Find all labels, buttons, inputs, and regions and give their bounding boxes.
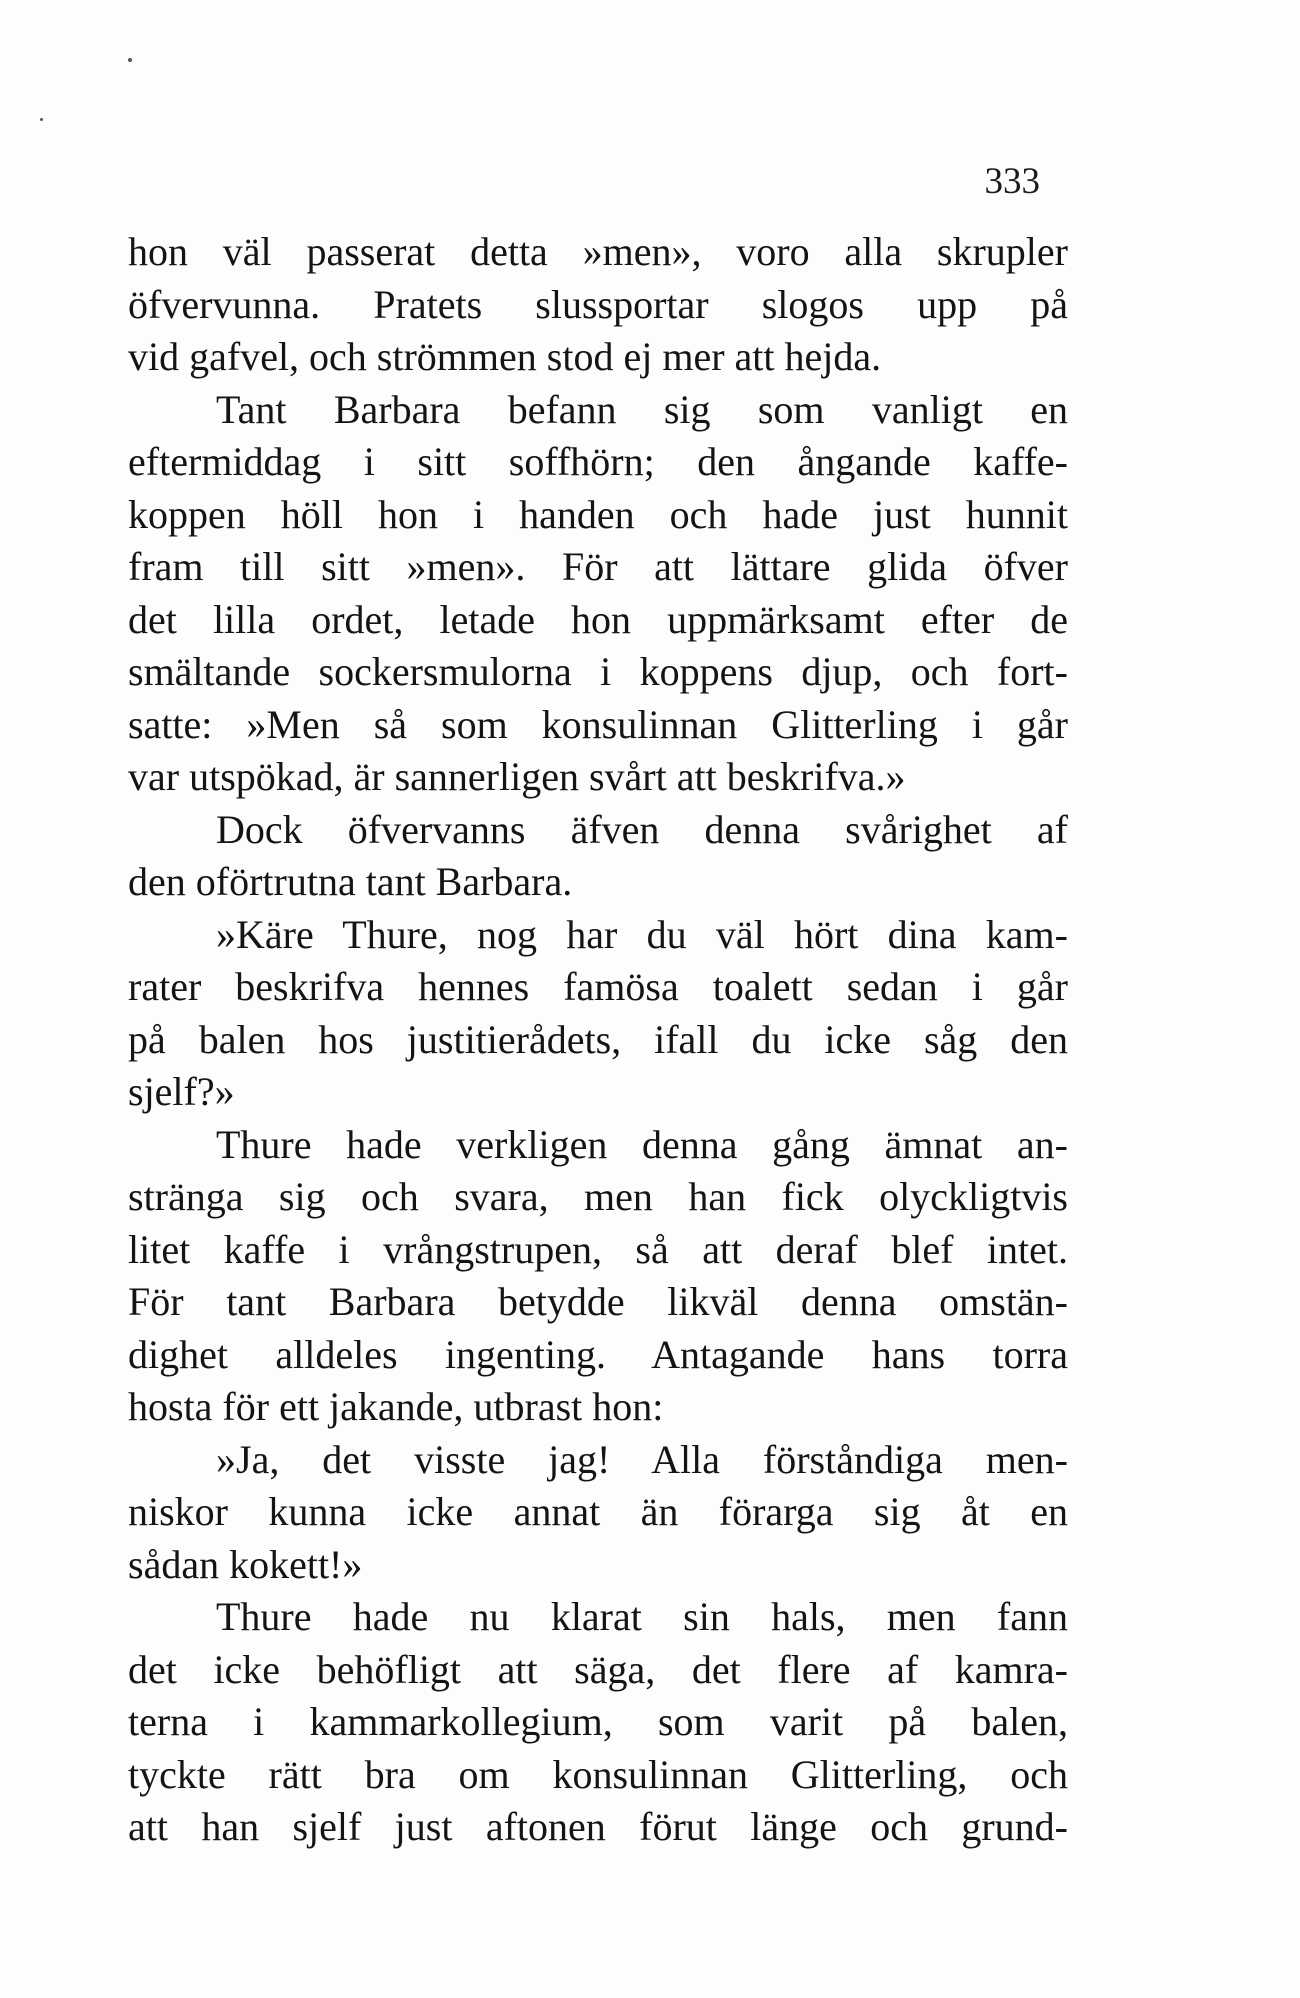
text-line: satte: »Men så som konsulinnan Glitterling i går: [128, 701, 1068, 747]
text-line: på balen hos justitierådets, ifall du icke såg den: [128, 1016, 1068, 1062]
text-line: hosta för ett jakande, utbrast hon:: [128, 1384, 664, 1429]
text-line: sådan kokett!»: [128, 1541, 363, 1587]
text-line: dighet alldeles ingenting. Antagande hans torra: [128, 1331, 1068, 1377]
text-line: öfvervunna. Pratets slussportar slogos upp på: [128, 281, 1068, 327]
text-line: var utspökad, är sannerligen svårt att beskrifva.»: [128, 754, 906, 799]
text-line: det icke behöfligt att säga, det flere af kamra-: [128, 1646, 1068, 1692]
text-line: litet kaffe i vrångstrupen, så att deraf blef intet.: [128, 1226, 1068, 1272]
text-line: Thure hade nu klarat sin hals, men fann: [216, 1594, 1068, 1639]
text-line: »Käre Thure, nog har du väl hört dina kam-: [216, 911, 1068, 957]
text-line: sjelf?»: [128, 1069, 235, 1114]
text-line: Tant Barbara befann sig som vanligt en: [216, 386, 1068, 432]
paper-speck: [128, 58, 132, 62]
body-text: [128, 226, 1068, 1854]
text-line: vid gafvel, och strömmen stod ej mer att hejda.: [128, 334, 882, 379]
text-line: niskor kunna icke annat än förarga sig åt en: [128, 1489, 1068, 1534]
text-line: hon väl passerat detta »men», voro alla skrupler: [128, 229, 1068, 274]
text-line: stränga sig och svara, men han fick olyckligtvis: [128, 1174, 1068, 1219]
text-line: terna i kammarkollegium, som varit på balen,: [128, 1699, 1068, 1744]
text-line: tyckte rätt bra om konsulinnan Glitterling, och: [128, 1751, 1068, 1797]
paper-speck: [40, 118, 43, 121]
text-line: För tant Barbara betydde likväl denna omstän-: [128, 1279, 1068, 1324]
text-line: rater beskrifva hennes famösa toalett sedan i går: [128, 964, 1068, 1009]
text-line: koppen höll hon i handen och hade just hunnit: [128, 491, 1068, 537]
text-line: den oförtrutna tant Barbara.: [128, 859, 573, 904]
text-line: smältande sockersmulorna i koppens djup, och fort-: [128, 649, 1068, 694]
text-line: eftermiddag i sitt soffhörn; den ångande kaffe-: [128, 439, 1068, 484]
text-line: Dock öfvervanns äfven denna svårighet af: [216, 806, 1068, 852]
page-number: 333: [984, 161, 1040, 202]
text-line: »Ja, det visste jag! Alla förståndiga men-: [216, 1436, 1068, 1482]
text-line: att han sjelf just aftonen förut länge och grund-: [128, 1804, 1068, 1849]
text-line: Thure hade verkligen denna gång ämnat an-: [216, 1121, 1068, 1167]
text-line: det lilla ordet, letade hon uppmärksamt efter de: [128, 596, 1068, 642]
text-line: fram till sitt »men». För att lättare glida öfver: [128, 544, 1068, 589]
